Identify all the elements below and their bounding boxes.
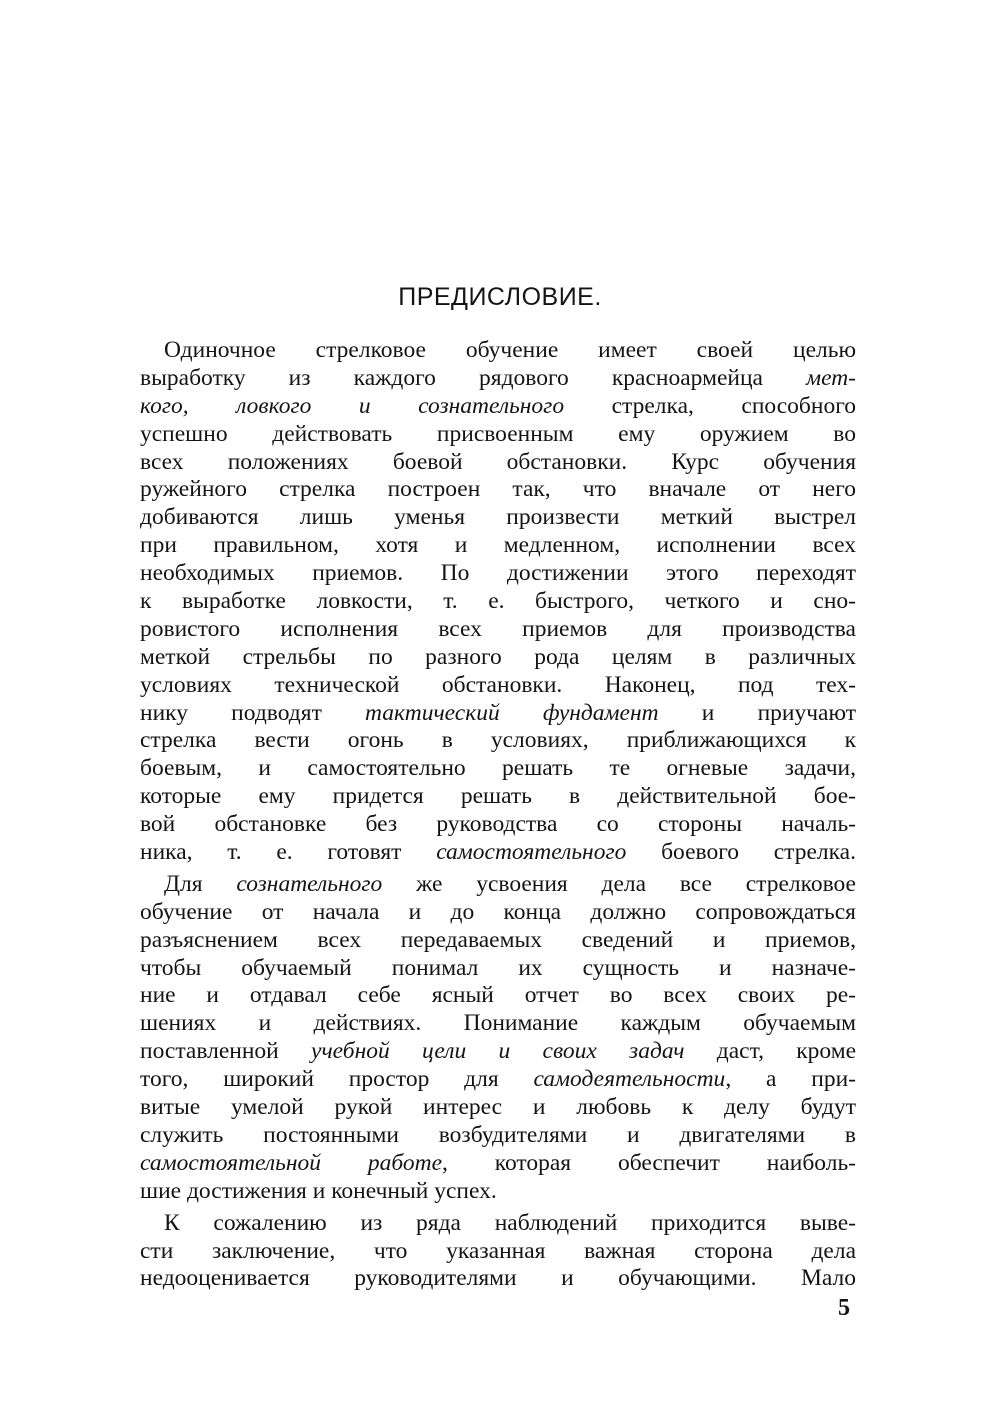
text-line	[140, 616, 856, 644]
text-run: стрелка, способного	[564, 392, 856, 419]
text-run: чтобы обучаемый понимал их сущность и назначе-	[140, 954, 856, 981]
text-run: боевым, и самостоятельно решать те огневые задачи,	[140, 755, 856, 782]
text-line	[140, 644, 856, 672]
text-line	[140, 476, 856, 504]
text-line	[140, 982, 856, 1010]
italic-phrase: самодеятельности	[533, 1066, 726, 1093]
text-line	[140, 1038, 856, 1066]
text-run: , которая обеспечит наиболь-	[442, 1149, 856, 1176]
text-run: шие достижения и конечный успех.	[140, 1177, 497, 1204]
italic-phrase: учебной цели и своих задач	[311, 1038, 685, 1065]
text-line	[140, 700, 856, 728]
body-text	[140, 337, 856, 1293]
text-run: добиваются лишь уменья произвести меткий выстрел	[140, 504, 856, 531]
text-line	[140, 1010, 856, 1038]
text-run: того, широкий простор для	[140, 1066, 534, 1093]
page-number: 5	[838, 1295, 850, 1321]
text-run: боевого стрелка.	[626, 839, 856, 866]
text-run: всех положениях боевой обстановки. Курс обучения	[140, 448, 856, 475]
text-line	[140, 1265, 856, 1293]
text-line	[140, 899, 856, 927]
text-line	[140, 955, 856, 983]
text-line	[140, 755, 856, 783]
text-run: витые умелой рукой интерес и любовь к делу будут	[140, 1094, 856, 1121]
text-run: нику подводят	[140, 699, 366, 726]
italic-phrase: тактический фундамент	[365, 699, 659, 726]
italic-phrase: самостоятельной работе	[140, 1149, 443, 1176]
text-run: к выработке ловкости, т. е. быстрого, четкого и сно-	[140, 588, 856, 615]
text-run: ние и отдавал себе ясный отчет во всех своих ре-	[140, 982, 856, 1009]
text-line	[140, 871, 856, 899]
text-line	[140, 421, 856, 449]
text-run: ружейного стрелка построен так, что вначале от него	[140, 476, 856, 503]
text-run: недооценивается руководителями и обучающими. Мало	[140, 1265, 856, 1292]
text-line	[140, 1178, 856, 1206]
text-line	[140, 1094, 856, 1122]
text-run: Одиночное стрелковое обучение имеет своей целью	[164, 337, 856, 363]
text-line	[140, 811, 856, 839]
text-run: выработку из каждого рядового красноармейца	[140, 364, 807, 391]
text-run: Для	[164, 870, 237, 897]
italic-phrase: кого, ловкого и сознательного	[140, 392, 565, 419]
text-line	[140, 449, 856, 477]
text-line	[140, 532, 856, 560]
text-line	[140, 927, 856, 955]
text-run: вой обстановке без руководства со стороны началь-	[140, 811, 856, 838]
italic-phrase: сознательного	[236, 870, 383, 897]
text-run: меткой стрельбы по разного рода целям в различных	[140, 643, 856, 670]
text-line	[140, 672, 856, 700]
text-line	[140, 1122, 856, 1150]
text-run: служить постоянными возбудителями и двигателями в	[140, 1121, 856, 1148]
text-line	[140, 1066, 856, 1094]
text-line	[140, 783, 856, 811]
text-run: , а при-	[725, 1066, 856, 1093]
page-title: ПРЕДИСЛОВИЕ.	[398, 283, 602, 311]
text-run: при правильном, хотя и медленном, исполнении всех	[140, 532, 856, 559]
text-run: и приучают	[658, 699, 857, 726]
text-run: ровистого исполнения всех приемов для производства	[140, 615, 856, 642]
text-line	[140, 365, 856, 393]
text-run: условиях технической обстановки. Наконец, под тех-	[140, 671, 856, 698]
text-run: К сожалению из ряда наблюдений приходится выве-	[164, 1209, 856, 1236]
text-run: разъяснением всех передаваемых сведений и приемов,	[140, 926, 856, 953]
italic-phrase: самостоятельного	[436, 839, 627, 866]
text-line	[140, 393, 856, 421]
italic-phrase: мет-	[806, 364, 856, 391]
text-run: которые ему придется решать в действительной бое-	[140, 783, 856, 810]
text-run: стрелка вести огонь в условиях, приближающихся к	[140, 727, 856, 754]
text-line	[140, 1238, 856, 1266]
text-line	[140, 588, 856, 616]
text-run: необходимых приемов. По достижении этого переходят	[140, 560, 856, 587]
text-run: успешно действовать присвоенным ему оружием во	[140, 420, 856, 447]
text-line	[140, 560, 856, 588]
text-line	[140, 504, 856, 532]
text-run: поставленной	[140, 1038, 312, 1065]
text-run: даст, кроме	[684, 1038, 857, 1065]
text-line	[140, 1210, 856, 1238]
text-run: сти заключение, что указанная важная сторона дела	[140, 1237, 856, 1264]
text-line	[140, 727, 856, 755]
text-run: ника, т. е. готовят	[140, 839, 437, 866]
text-run: обучение от начала и до конца должно сопровождаться	[140, 898, 856, 925]
text-line	[140, 337, 856, 365]
text-run: шениях и действиях. Понимание каждым обучаемым	[140, 1010, 856, 1037]
text-line	[140, 839, 856, 867]
text-line	[140, 1150, 856, 1178]
text-run: же усвоения дела все стрелковое	[382, 870, 856, 897]
